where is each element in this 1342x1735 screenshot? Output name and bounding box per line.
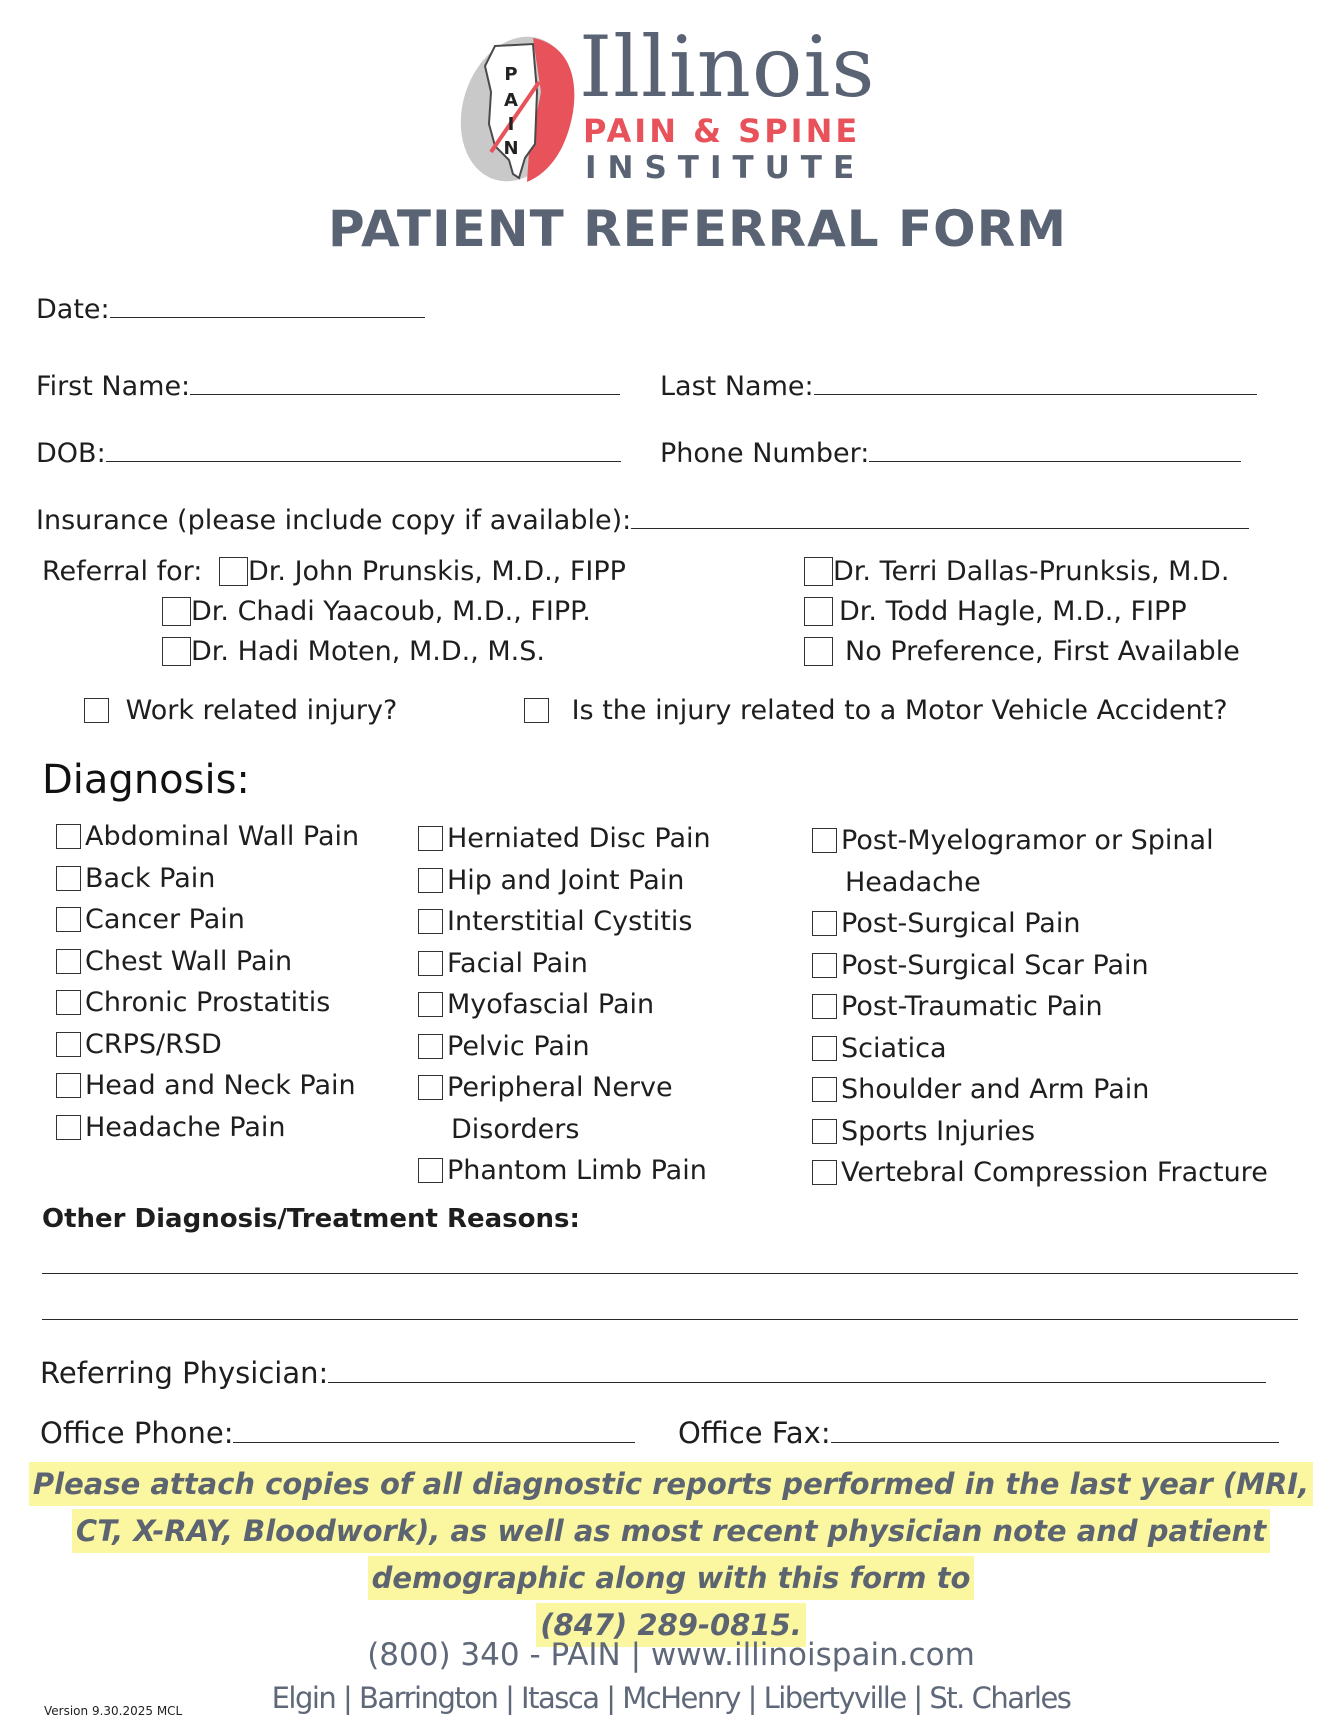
checkbox[interactable]: [418, 992, 443, 1017]
referral-option-dallas-prunksis[interactable]: Dr. Terri Dallas-Prunksis, M.D.: [804, 556, 1229, 587]
checkbox[interactable]: [56, 949, 81, 974]
other-diagnosis-line-2[interactable]: [42, 1318, 1298, 1320]
attachment-note: [0, 1462, 1342, 1647]
first-name-field[interactable]: [36, 371, 620, 402]
list-item[interactable]: Back Pain: [56, 858, 359, 900]
list-item[interactable]: Post-Surgical Pain: [812, 903, 1268, 945]
list-item[interactable]: Facial Pain: [418, 943, 711, 985]
list-item[interactable]: Headache Pain: [56, 1107, 359, 1149]
list-item[interactable]: Vertebral Compression Fracture: [812, 1152, 1268, 1194]
checkbox[interactable]: [418, 868, 443, 893]
referring-physician-label: Referring Physician:: [40, 1356, 329, 1390]
logo: [455, 18, 876, 190]
note-line-2: CT, X-RAY, Bloodwork), as well as most recent physician note and patient: [72, 1509, 1270, 1553]
svg-text:I: I: [507, 114, 515, 135]
checkbox[interactable]: [56, 990, 81, 1015]
insurance-label: Insurance (please include copy if available):: [36, 505, 632, 536]
referring-physician-field[interactable]: [40, 1356, 1266, 1390]
list-item-continued: Disorders: [451, 1113, 580, 1145]
list-item[interactable]: Shoulder and Arm Pain: [812, 1069, 1268, 1111]
logo-word-pain-spine: PAIN & SPINE: [583, 112, 861, 150]
form-title: PATIENT REFERRAL FORM: [328, 200, 1067, 258]
checkbox[interactable]: [804, 637, 833, 666]
referral-option-hagle[interactable]: Dr. Todd Hagle, M.D., FIPP: [804, 596, 1187, 627]
checkbox[interactable]: [56, 824, 81, 849]
footer-locations: Elgin | Barrington | Itasca | McHenry | Libertyville | St. Charles: [271, 1681, 1071, 1715]
dob-field[interactable]: [36, 438, 621, 469]
logo-badge-icon: [455, 32, 585, 187]
checkbox[interactable]: [56, 1073, 81, 1098]
phone-label: Phone Number:: [660, 438, 870, 469]
referral-option-moten[interactable]: Dr. Hadi Moten, M.D., M.S.: [162, 636, 545, 667]
list-item[interactable]: Chest Wall Pain: [56, 941, 359, 983]
checkbox[interactable]: [219, 557, 248, 586]
checkbox[interactable]: [56, 1115, 81, 1140]
checkbox[interactable]: [524, 698, 549, 723]
checkbox[interactable]: [56, 1032, 81, 1057]
list-item[interactable]: Abdominal Wall Pain: [56, 816, 359, 858]
checkbox[interactable]: [812, 953, 837, 978]
office-phone-field[interactable]: [40, 1416, 635, 1450]
list-item[interactable]: Peripheral Nerve: [418, 1067, 711, 1109]
list-item[interactable]: Phantom Limb Pain: [418, 1150, 711, 1192]
checkbox[interactable]: [812, 1077, 837, 1102]
diagnosis-column-3: [812, 820, 1268, 1194]
list-item[interactable]: Sports Injuries: [812, 1111, 1268, 1153]
list-item[interactable]: Herniated Disc Pain: [418, 818, 711, 860]
checkbox[interactable]: [812, 994, 837, 1019]
work-related-question[interactable]: Work related injury?: [84, 695, 397, 726]
checkbox[interactable]: [812, 911, 837, 936]
checkbox[interactable]: [804, 557, 833, 586]
list-item[interactable]: Pelvic Pain: [418, 1026, 711, 1068]
diagnosis-heading: Diagnosis:: [42, 757, 250, 803]
referral-label: Referral for:: [42, 556, 203, 587]
referral-option-no-preference[interactable]: No Preference, First Available: [804, 636, 1240, 667]
referral-option-prunskis[interactable]: Dr. John Prunskis, M.D., FIPP: [219, 556, 626, 587]
checkbox[interactable]: [418, 1158, 443, 1183]
insurance-field[interactable]: [36, 505, 1249, 536]
list-item[interactable]: Chronic Prostatitis: [56, 982, 359, 1024]
office-phone-label: Office Phone:: [40, 1416, 234, 1450]
list-item[interactable]: Cancer Pain: [56, 899, 359, 941]
other-diagnosis-line-1[interactable]: [42, 1272, 1298, 1274]
checkbox[interactable]: [418, 909, 443, 934]
note-line-3: demographic along with this form to: [368, 1556, 975, 1600]
footer-contact: (800) 340 - PAIN | www.illinoispain.com: [367, 1637, 975, 1673]
checkbox[interactable]: [56, 866, 81, 891]
office-fax-field[interactable]: [678, 1416, 1279, 1450]
checkbox[interactable]: [812, 1160, 837, 1185]
date-label: Date:: [36, 294, 110, 325]
checkbox[interactable]: [418, 1034, 443, 1059]
logo-word-institute: INSTITUTE: [585, 150, 866, 186]
list-item[interactable]: Hip and Joint Pain: [418, 860, 711, 902]
mva-question[interactable]: Is the injury related to a Motor Vehicle Accident?: [524, 695, 1228, 726]
version-note: Version 9.30.2025 MCL: [44, 1704, 183, 1718]
list-item[interactable]: Post-Myelogramor or Spinal: [812, 820, 1268, 862]
note-line-1: Please attach copies of all diagnostic reports performed in the last year (MRI,: [29, 1462, 1313, 1506]
checkbox[interactable]: [418, 826, 443, 851]
checkbox[interactable]: [162, 597, 191, 626]
first-name-label: First Name:: [36, 371, 191, 402]
checkbox[interactable]: [418, 1075, 443, 1100]
checkbox[interactable]: [56, 907, 81, 932]
checkbox[interactable]: [812, 828, 837, 853]
list-item[interactable]: CRPS/RSD: [56, 1024, 359, 1066]
dob-label: DOB:: [36, 438, 106, 469]
list-item[interactable]: Interstitial Cystitis: [418, 901, 711, 943]
note-fax-number: (847) 289-0815.: [536, 1603, 805, 1647]
list-item-continued: Headache: [845, 866, 981, 898]
svg-text:A: A: [504, 90, 518, 111]
checkbox[interactable]: [162, 637, 191, 666]
last-name-field[interactable]: [660, 371, 1257, 402]
svg-text:N: N: [503, 138, 519, 159]
list-item[interactable]: Myofascial Pain: [418, 984, 711, 1026]
last-name-label: Last Name:: [660, 371, 814, 402]
checkbox[interactable]: [812, 1036, 837, 1061]
referral-option-yaacoub[interactable]: Dr. Chadi Yaacoub, M.D., FIPP.: [162, 596, 591, 627]
logo-word-illinois: Illinois: [579, 18, 876, 116]
checkbox[interactable]: [812, 1119, 837, 1144]
diagnosis-column-2: [418, 818, 711, 1192]
phone-field[interactable]: [660, 438, 1241, 469]
checkbox[interactable]: [84, 698, 109, 723]
checkbox[interactable]: [804, 597, 833, 626]
other-diagnosis-label: Other Diagnosis/Treatment Reasons:: [42, 1204, 580, 1234]
svg-text:P: P: [504, 64, 518, 85]
date-field[interactable]: [36, 294, 425, 325]
list-item[interactable]: Post-Surgical Scar Pain: [812, 945, 1268, 987]
list-item[interactable]: Head and Neck Pain: [56, 1065, 359, 1107]
list-item[interactable]: Post-Traumatic Pain: [812, 986, 1268, 1028]
list-item[interactable]: Sciatica: [812, 1028, 1268, 1070]
diagnosis-column-1: [56, 816, 359, 1148]
checkbox[interactable]: [418, 951, 443, 976]
office-fax-label: Office Fax:: [678, 1416, 831, 1450]
